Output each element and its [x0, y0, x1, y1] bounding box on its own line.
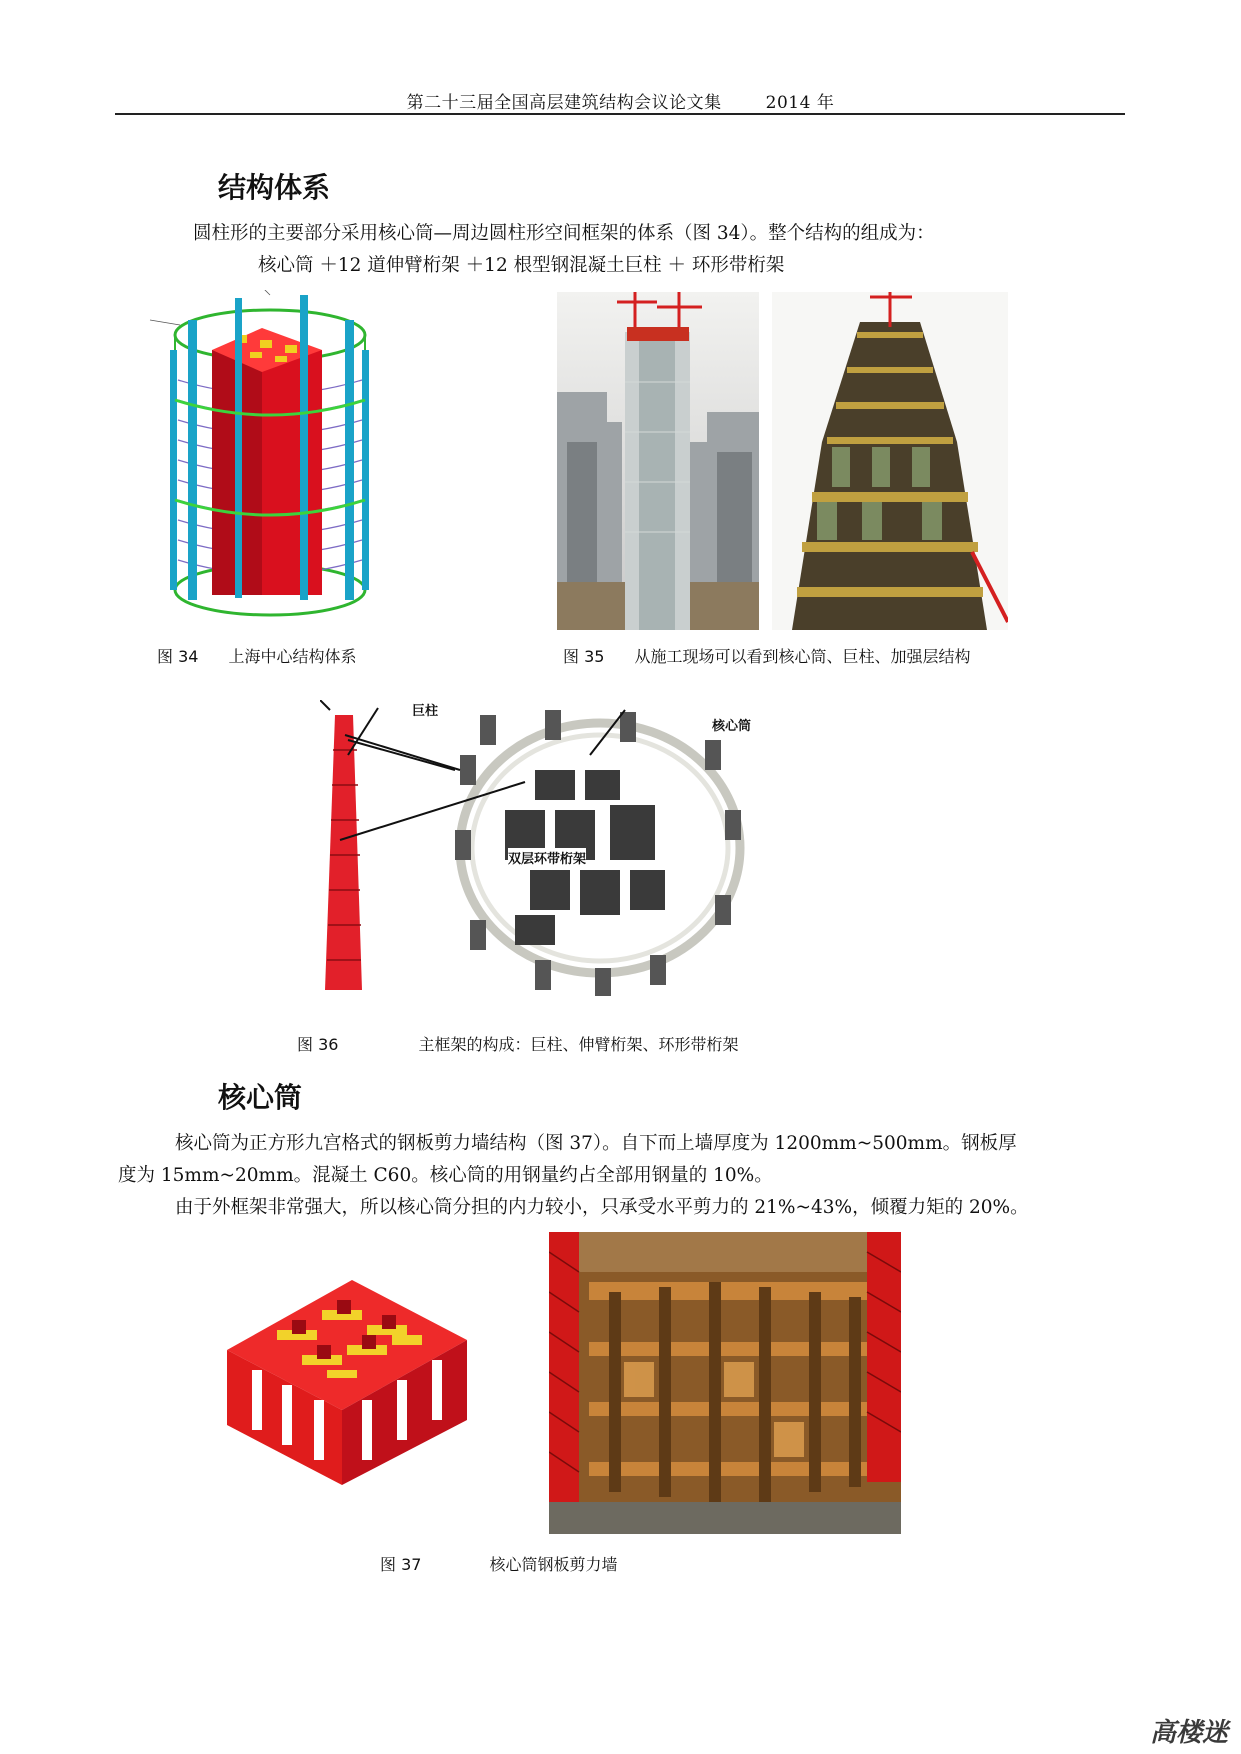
fig37-number: 图 37 [380, 1555, 422, 1574]
fig37-construction-photo [549, 1232, 901, 1534]
fig37-caption: 核心筒钢板剪力墙 [489, 1555, 618, 1574]
fig35-number: 图 35 [563, 647, 605, 666]
fig36-label-core: 核心筒 [712, 719, 752, 734]
header-year: 2014 年 [765, 93, 835, 113]
fig35-photo-right [772, 292, 1008, 630]
fig36-label-column: 巨柱 [412, 704, 439, 719]
fig36-caption: 主框架的构成：巨柱、伸臂桁架、环形带桁架 [418, 1035, 739, 1054]
fig34-structure-model [140, 290, 400, 620]
fig36-number: 图 36 [297, 1035, 339, 1054]
fig34-caption: 上海中心结构体系 [228, 647, 357, 666]
paragraph-core-line1: 核心筒为正方形九宫格式的钢板剪力墙结构（图 37）。自下而上墙厚度为 1200mm~500mm。钢板厚 [175, 1133, 1017, 1154]
section-heading-structure: 结构体系 [218, 171, 331, 204]
section-heading-core: 核心筒 [218, 1081, 303, 1114]
structure-formula: 核心筒 ＋12 道伸臂桁架 ＋12 根型钢混凝土巨柱 ＋ 环形带桁架 [258, 255, 785, 276]
fig35-photo-left [557, 292, 759, 630]
fig35-caption-block [563, 644, 970, 667]
site-logo: 高楼迷 [1150, 1718, 1229, 1748]
header-rule [115, 113, 1125, 115]
fig37-core-model [222, 1260, 472, 1485]
header-title: 第二十三届全国高层建筑结构会议论文集 [406, 93, 722, 113]
paragraph-core-line2: 度为 15mm~20mm。混凝土 C60。核心筒的用钢量约占全部用钢量的 10%。 [118, 1165, 773, 1186]
paragraph-structure: 圆柱形的主要部分采用核心筒—周边圆柱形空间框架的体系（图 34）。整个结构的组成为： [193, 223, 935, 244]
fig36-caption-block [297, 1032, 738, 1055]
fig36-label-truss: 双层环带桁架 [508, 848, 586, 867]
running-header [0, 88, 1241, 113]
fig35-caption: 从施工现场可以看到核心筒、巨柱、加强层结构 [634, 647, 971, 666]
fig37-caption-block [380, 1552, 617, 1575]
fig34-caption-block [157, 644, 356, 667]
fig34-number: 图 34 [157, 647, 199, 666]
paragraph-core-load: 由于外框架非常强大，所以核心筒分担的内力较小，只承受水平剪力的 21%~43%，倾覆力矩的 20%。 [175, 1197, 1029, 1218]
